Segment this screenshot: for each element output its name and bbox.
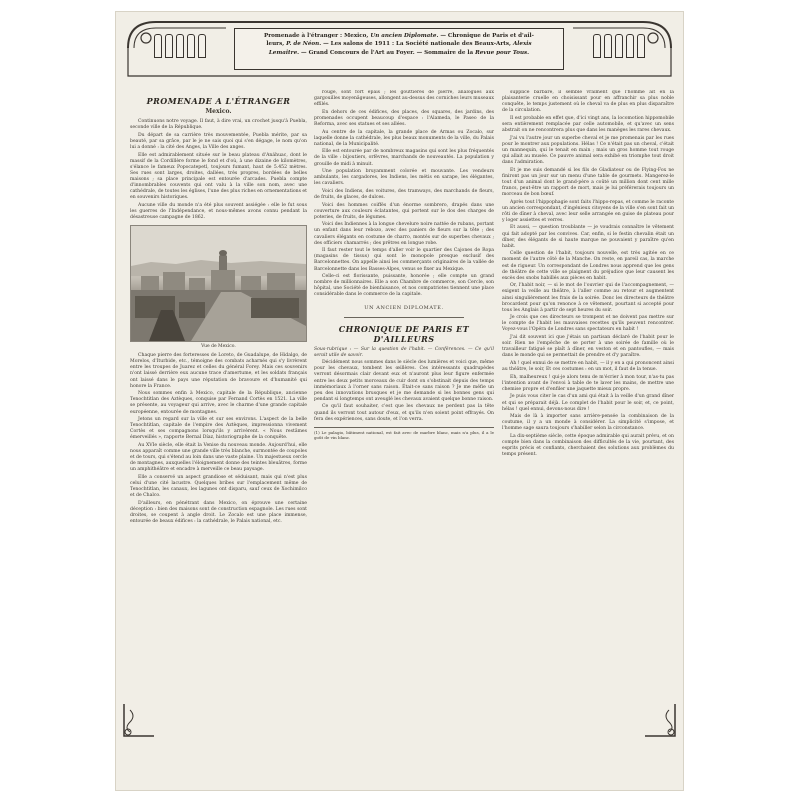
paragraph: Je crois que ces directeurs se trompent et ne doivent pas mettre sur le compte de l'habit les mauvaises recettes qu'ils peuvent rencontrer. Voyez-vous l'Opéra de Londres sans spectateurs en habit !: [502, 315, 674, 333]
paragraph: Voici des Indiennes à la longue chevelure noire nattée de rubans, portant un enfant dans leur rebozo, avec des paniers de fleurs sur la tête ; des cavaliers élégants en costume de charro, montés sur de superbes chevaux ; des officiers chamarrés ; des prêtres en longue robe.: [314, 222, 494, 246]
paragraph: J'ai vu l'autre jour un superbe cheval et je me promenais par les rues pour le montrer aux populations. Hélas ! Ce n'était pas un cheval, c'était un mannequin, qui le tenait en main ; mais un gros homme tout rouge qui allait au musée. Ce pauvre animal sera exhibé en triomphe tout droit dans l'admiration.: [502, 135, 674, 166]
paragraph: Et je me suis demandé si les fils de Gladiateur ou de Flying-Fox ne finiront pas un jour sur un menu d'une table de gourmets. Mangerez-le tout d'un animal dont le grand-père a coûté un million dont cent mille francs, peut-être un rapport de mort, mais je lui préférerais toujours un morceau de bon bœuf.: [502, 167, 674, 197]
paragraph: Voici des hommes coiffés d'un énorme sombrero, drapés dans une couverture aux couleurs éclatantes, qui portent sur le dos des charges de poteries, de fruits, de légumes.: [314, 202, 494, 220]
paragraph: supplice barbare, il semble vraiment que l'homme ait en la plaisanterie cruelle en choisissant pour en affranchir sa plus noble conquête, le temps justement où le cheval va de plus en plus disparaître de la circulation.: [502, 90, 674, 114]
chronicle-summary: Sous-rubrique : — Sur la question de l'habit. — Conférences. — Ce qu'il serait utile de savoir.: [314, 346, 494, 358]
paragraph: Ah ! quel ennui de se mettre en habit, — il y en a qui prononcent ainsi au théâtre, le soir, Et ces costumes : en un mot, il faut de la tenue.: [502, 360, 674, 373]
column-3: [502, 90, 674, 758]
paragraph: Mais de là à importer sans arrière-pensée la combinaison de la coutume, il y a un monde à considérer. La simplicité s'impose, et l'homme sage saura toujours s'habiller selon la circonstance.: [502, 414, 674, 432]
paragraph: Il est probable en effet que, d'ici vingt ans, la locomotion hippomobile sera entièrement remplacée par celle automobile, et qu'avec un sens abstrait on ne rencontrera plus que dans les manèges les rares chevaux.: [502, 115, 674, 134]
paragraph: Et aussi, — question troublante — je voudrais connaître le vêtement qui fait adopté par les convives. Car, enfin, si le festin chevalin était un dîner, des élégants de si haute marque ne pouvaient y paraître qu'en habit.: [502, 225, 674, 249]
paragraph: Il faut rester tout le temps d'aller voir le quartier des Cajones de Ropa (magasins de tissus) qui sont le monopole presque exclusif des Barcelonnettes. On appelle ainsi les commerçants originaires de la vallée de Barcelonnette dans les Basses-Alpes, venus se fixer au Mexique.: [314, 248, 494, 272]
bottom-left-ornament: [120, 702, 156, 740]
paragraph: Or, l'habit noir, — si le mot de l'ouvrier qui de l'accompagnement, — exigent la veille au théâtre, à l'aller comme au retour et augmentent ainsi singulièrement les frais de la soirée. Donc les directeurs de théâtre brocardent pour qu'on renonce à ce vêtement, pourtant si accepté pour tous les Anglais à partir de sept heures du soir.: [502, 283, 674, 313]
left-pillars: [154, 34, 206, 58]
paragraph: Continuons notre voyage. Il faut, à dire vrai, un crochet jusqu'à Puebla, seconde ville de la République.: [130, 119, 307, 131]
paragraph: En dehors de ces édifices, des places, des squares, des jardins, des promenades occupent beaucoup d'espace : l'Alameda, le Paseo de la Reforma, avec ses statues et ses allées.: [314, 109, 494, 127]
paragraph: D'ailleurs, en pénétrant dans Mexico, on éprouve une certaine déception : bien des maisons sont de construction espagnole. Les rues sont droites, se coupent à angle droit. Le Zocalo est une place immense, entourée de beaux édifices : la cathédrale, le Palais national, etc.: [130, 500, 307, 525]
paragraph: Ce qu'il faut souhaiter, c'est que les chevaux ne perdent pas la tête quand ils verront tout autour d'eux, et qu'ils n'en soient point effrayés. On fera des expériences, sans doute, et l'on verra.: [314, 404, 494, 422]
footnote: (1) Le palagio, bâtiment national, est fait avec de marbre blanc, mais n'a plus, il a le goût de vin blanc.: [314, 427, 494, 441]
divider: [344, 317, 464, 318]
paragraph: rouge, sont fort épais ; les gouttières de pierre, analogues aux gargouilles moyenâgeuses, allongent au-dessus des corniches leurs museaux effilés.: [314, 90, 494, 108]
paragraph: Au centre de la capitale, la grande place de Armas ou Zocalo, sur laquelle donne la cathédrale, les plus beaux monuments de la ville, du Palais national, de la Municipalité.: [314, 129, 494, 147]
paragraph: La dix-septième siècle, cette époque admirable qui aurait prévu, et on compte bien dans la combinaison des difficultés de la vie, pourtant, des esprits précis et confiants, cherchaient des solutions aux problèmes du temps présent.: [502, 433, 674, 458]
header-band: [126, 18, 673, 80]
paragraph: Décidément nous sommes dans le siècle des lumières et voici que, même pour les chevaux, tombent les œillères. Ces intéressants quadrupèdes verront désormais clair devant eux et n'auront plus leur figure enfermée entre les deux petits morceaux de cuir dont on s'obstinait depuis des temps immémoriaux à l'orner sans raison. Était-ce sans raison ? Je me méfie un peu des innovations brusques et je me demande si les bonnes gens qui pendant si longtemps ont aveuglé les chevaux avaient quelque bonne raison.: [314, 360, 494, 402]
paragraph: Elle est admirablement située sur le beau plateau d'Anáhuac, dont le massif de la Cordillère forme le fond et d'où, à une dizaine de kilomètres, s'élance le fameux Popocatepetl, toujours fumant, haut de 5.452 mètres. Ses rues sont larges, droites, dallées, très propres, bordées de belles maisons ; sa place principale est entourée d'arcades. Puebla compte d'innombrables couvents qui ont valu à la ville son nom, avec une cathédrale, de toutes les églises, l'une des plus riches en ornementations et en souvenirs historiques.: [130, 152, 307, 201]
column-2: [314, 90, 494, 758]
paragraph: Aucune ville du monde n'a été plus souvent assiégée : elle le fut sous les guerres de l'Indépendance, et nous-mêmes avons connu pendant la désastreuse campagne de 1862.: [130, 202, 307, 220]
paragraph: Jetons un regard sur la ville et sur ses environs. L'aspect de la belle Tenochtitlan, capitale de l'empire des Aztèques, impressionna vivement Cortès et ses compagnons lorsqu'ils y arrivèrent. « Nous restâmes émerveillés », rapporte Bernal Díaz, historiographe de la conquête.: [130, 417, 307, 441]
magazine-page: [116, 12, 683, 790]
right-pillars: [593, 34, 645, 58]
paragraph: Je puis vous citer le cas d'un ami qui était à la veille d'un grand dîner et qui se préparait déjà. Le complet de l'habit pour le soir, et, ce point, hélas ! quel ennui, devons-nous dire !: [502, 394, 674, 412]
photo-caption: Vue de Mexico.: [201, 344, 236, 350]
bottom-right-ornament: [643, 702, 679, 740]
mexico-city-photo: [130, 225, 307, 342]
paragraph: Au XVIe siècle, elle était la Venise du nouveau monde. Aujourd'hui, elle nous apparaît comme une grande ville très blanche, surmontée de coupoles et de tours, qui s'étend au loin dans une vaste plaine. Un majestueux cercle de montagnes, auxquelles l'éloignement donne des teintes bleuâtres, forme un amphithéâtre et encadre à merveille ce beau paysage.: [130, 443, 307, 473]
paragraph: Elle a conservé un aspect grandiose et séduisant, mais qui n'est plus celui d'une cité lacustre. Quelques bribes sur l'emplacement même de Tenochtitlan, les canaux, les lagunes ont disparu, sauf ceux de Xochimilco et de Chalco.: [130, 474, 307, 499]
header-contents: Promenade à l'étranger : Mexico, Un ancien Diplomate. — Chronique de Paris et d'ail- leurs, P. de Néon. — Les salons de 1911 : La Société nationale des Beaux-Arts, Alexis Lemaitre. — Grand Concours de l'Art au Foyer. — Sommaire de la Revue pour Tous.: [234, 28, 564, 70]
paragraph: Après tout l'hippophagie sont faits l'hippo-repas, et comme le raconte un ancien correspondant, d'ingénieux citoyens de la ville s'en sont fait un rôti de dîner à cheval, avec leur selle arrangée en guise de plateau pour y loger assiettes et verres.: [502, 199, 674, 223]
paragraph: Nous sommes enfin à Mexico, capitale de la République, ancienne Tenochtitlan des Aztèques, conquise par Fernand Cortès en 1521. La ville se présente, au voyageur qui arrive, avec le charme d'une grande capitale européenne, entourée de montagnes.: [130, 391, 307, 415]
paragraph: Elle est entourée par de nombreux magasins qui sont les plus fréquentés de la ville : bijoutiers, orfèvres, marchands de nouveautés. La population y grouille de midi à minuit.: [314, 149, 494, 167]
paragraph: Voici des Indiens, des voitures, des tramways, des marchands de fleurs, de fruits, de glaces, de dulces.: [314, 188, 494, 200]
column-1: [130, 90, 307, 758]
paragraph: Celle question de l'habit, toujours nouvelle, est très agitée en ce moment de l'autre côté de la Manche. On reste, en pareil cas, la marche est de rigueur. Un correspondant de Londres nous apprend que les gens de théâtre de cette ville se plaignent du préjudice que leur causent les excès des snobs habillés aux pièces en habit.: [502, 251, 674, 281]
author-signature: UN ANCIEN DIPLOMATE.: [364, 304, 444, 311]
paragraph: J'ai dit souvent ici que j'étais un partisan déclaré de l'habit pour le soir. Rien ne l'empêche de se porter à une soirée de famille où le travailleur fatigué se plaît à dîner, en veston et en pantoufles, — mais dans le monde qui se permettait de prendre et d'y paraître.: [502, 335, 674, 359]
article-subtitle: Mexico.: [205, 108, 232, 115]
article-title: PROMENADE A L'ÉTRANGER: [146, 96, 291, 106]
paragraph: Une population bruyamment colorée et mouvante. Les vendeurs ambulants, les cargadores, les Indiens, les métis en sarape, les élégantes, les cavaliers.: [314, 169, 494, 187]
chronicle-title: CHRONIQUE DE PARIS ET D'AILLEURS: [338, 323, 470, 344]
paragraph: Du départ de sa carrière très mouvementée, Puebla mérite, par sa beauté, par sa grâce, par le je ne sais quoi qui s'en dégage, le nom qu'on lui a donné : la cité des Anges, la Ville des anges.: [130, 132, 307, 150]
paragraph: Chaque pierre des forteresses de Loreto, de Guadalupe, de Hidalgo, de Morelos, d'Iturbide, etc., témoigne des combats acharnés qui s'y livrèrent entre les troupes de Juarez et celles du général Forey. Mais ces souvenirs n'ont laissé derrière eux aucune trace d'amertume, et les soldats français ont laissé dans le pays une réputation de bravoure et d'humanité qui honore la France.: [130, 353, 307, 389]
paragraph: Eh, malheureux ! qui-je alors tenu de m'écrier à mon tour, n'as-tu pas l'intention avant de l'envoi à table de te laver les mains, de mettre une chemise propre et d'enfiler une jaquette mieux propre.: [502, 374, 674, 392]
paragraph: Celle-ci est florissante, puissante, honorée ; elle compte un grand nombre de millionnaires. Elle a son Chambre de commerce, son Cercle, son hôpital, une Société de bienfaisance, et nos compatriotes tiennent une place considérable dans le commerce de la capitale.: [314, 274, 494, 298]
